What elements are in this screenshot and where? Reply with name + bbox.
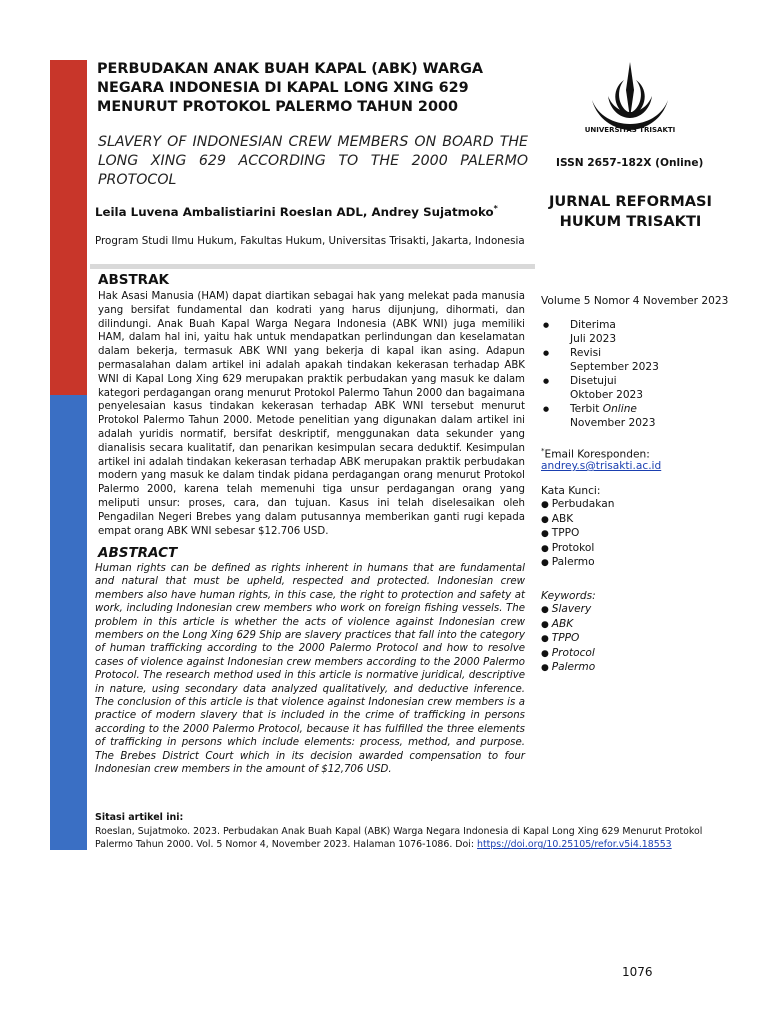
journal-name: JURNAL REFORMASI HUKUM TRISAKTI	[549, 193, 712, 230]
keyword-item: ● Perbudakan	[541, 498, 614, 513]
abstract-body: Human rights can be defined as rights inherent in humans that are fundamental and natural that must be upheld, respected and protected. Indonesian crew members also have human rights, in this case, the right to protection and safety at work, including Indonesian crew members who work on foreign fishing vessels. The problem in this article is whether the acts of violence against Indonesian crew members on the Long Xing 629 Ship are slavery practices that fall into the category of human trafficking according to the 2000 Palermo Protocol and how to resolve cases of violence against Indonesian crew members according to the 2000 Palermo Protocol. The research method used in this article is normative juridical, descriptive in nature, using secondary data analyzed qualitatively, and deductive inference. The conclusion of this article is that violence against Indonesian crew members is a practice of modern slavery that is included in the crime of trafficking in persons according to the 2000 Palermo Protocol, because it has fulfilled the three elements of trafficking in persons which include elements: process, method, and purpose. The Brebes District Court which in its decision awarded compensation to four Indonesian crew members in the amount of $12,706 USD.	[95, 563, 525, 776]
article-history	[541, 318, 721, 430]
history-label: ● Revisi	[570, 347, 602, 359]
author-names: Leila Luvena Ambalistiarini Roeslan ADL, Andrey Sujatmoko	[95, 204, 494, 219]
abstrak-heading: ABSTRAK	[98, 272, 169, 288]
abstrak-body: Hak Asasi Manusia (HAM) dapat diartikan sebagai hak yang melekat pada manusia yang bersifat fundamental dan kodrati yang harus dijunjung, dihormati, dan dilindungi. Anak Buah Kapal Warga Negara Indonesia (ABK WNI) juga memiliki HAM, dalam hal ini, yaitu hak untuk mendapatkan perlindungan dan keselamatan dalam bekerja, termasuk ABK WNI yang bekerja di kapal ikan asing. Adapun permasalahan dalam artikel ini adalah apakah tindakan kekerasan terhadap ABK WNI di Kapal Long Xing 629 merupakan praktik perbudakan yang masuk ke dalam kategori perdagangan orang menurut Protokol Palermo Tahun 2000 dan bagaimana penyelesaian kasus tindakan kekerasan terhadap ABK WNI tersebut menurut Protokol Palermo Tahun 2000. Metode penelitian yang digunakan dalam artikel ini adalah yuridis normatif, bersifat deskriptif, menggunakan data sekunder yang dianalisis secara kualitatif, dan penarikan kesimpulan secara deduktif. Kesimpulan artikel ini adalah tindakan kekerasan terhadap ABK merupakan praktik perbudakan modern yang masuk ke dalam tindak pidana perdagangan orang menurut Protokol Palermo 2000, karena telah memenuhi tiga unsur perdagangan orang yang meliputi unsur: proses, cara, dan tujuan. Kasus ini telah diselesaikan oleh Pengadilan Negeri Brebes yang dalam putusannya memberikan ganti rugi kepada empat orang ABK WNI sebesar $12.706 USD.	[98, 291, 525, 537]
history-value: Oktober 2023	[570, 389, 644, 401]
keywords-en-label: Keywords:	[541, 590, 596, 602]
issn: ISSN 2657-182X (Online)	[556, 157, 704, 169]
page-number: 1076	[622, 965, 653, 979]
history-item-published	[541, 402, 721, 430]
side-band-red	[50, 60, 87, 395]
section-divider	[90, 264, 535, 269]
keywords-en-list	[541, 603, 595, 676]
history-item-received	[541, 318, 721, 346]
history-label: ● Disetujui	[570, 375, 617, 387]
keyword-item: ● TPPO	[541, 527, 614, 542]
keywords-id-list	[541, 498, 614, 571]
keyword-item: ● Palermo	[541, 661, 595, 676]
side-band-blue	[50, 395, 87, 850]
history-label: ● Diterima	[570, 319, 616, 331]
history-item-revised	[541, 346, 721, 374]
keyword-item: ● TPPO	[541, 632, 595, 647]
history-item-accepted	[541, 374, 721, 402]
author-line	[95, 201, 535, 220]
article-title-english: SLAVERY OF INDONESIAN CREW MEMBERS ON BOARD THE LONG XING 629 ACCORDING TO THE 2000 PALERMO PROTOCOL	[98, 134, 528, 188]
affiliation: Program Studi Ilmu Hukum, Fakultas Hukum, Universitas Trisakti, Jakarta, Indonesia	[95, 235, 525, 247]
keywords-id-label: Kata Kunci:	[541, 485, 601, 497]
keyword-item: ● ABK	[541, 513, 614, 528]
keyword-item: ● Palermo	[541, 556, 614, 571]
citation-label: Sitasi artikel ini:	[95, 812, 184, 823]
history-label: Terbit	[570, 403, 600, 415]
history-value: September 2023	[570, 361, 659, 373]
history-value: November 2023	[570, 417, 656, 429]
email-mark: *	[541, 447, 545, 455]
corresponding-mark: *	[493, 204, 498, 213]
email-label-text: Email Koresponden:	[544, 448, 650, 461]
citation-text: Roeslan, Sujatmoko. 2023. Perbudakan Anak Buah Kapal (ABK) Warga Negara Indonesia di Kapal Long Xing 629 Menurut Protokol Palermo Tahun 2000. Vol. 5 Nomor 4, November 2023. Halaman 1076-1086. Doi:	[95, 826, 703, 850]
history-value: Juli 2023	[570, 333, 617, 345]
history-label-italic: Online	[602, 403, 637, 415]
keyword-item: ● Protokol	[541, 542, 614, 557]
email-link[interactable]: andrey.s@trisakti.ac.id	[541, 460, 662, 472]
citation	[95, 825, 735, 851]
volume-info: Volume 5 Nomor 4 November 2023	[541, 295, 729, 307]
abstract-heading: ABSTRACT	[98, 545, 178, 561]
keyword-item: ● ABK	[541, 618, 595, 633]
university-logo-text: UNIVERSITAS TRISAKTI	[584, 126, 676, 134]
article-title-indonesian: PERBUDAKAN ANAK BUAH KAPAL (ABK) WARGA NEGARA INDONESIA DI KAPAL LONG XING 629 MENURUT PROTOKOL PALERMO TAHUN 2000	[97, 61, 484, 115]
doi-link[interactable]: https://doi.org/10.25105/refor.v5i4.18553	[477, 839, 672, 850]
keyword-item: ● Slavery	[541, 603, 595, 618]
keyword-item: ● Protocol	[541, 647, 595, 662]
